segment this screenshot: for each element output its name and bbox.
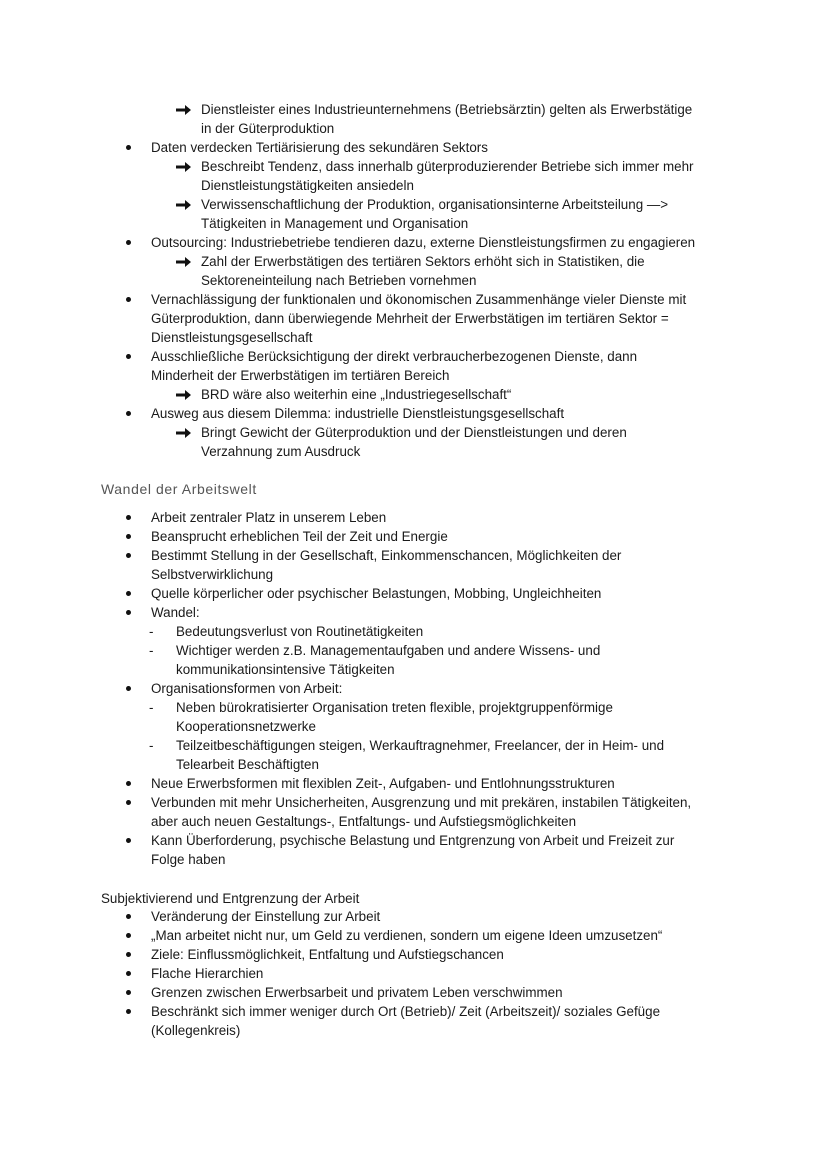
bullet-icon: [126, 297, 131, 302]
list-item-text: Teilzeitbeschäftigungen steigen, Werkauftragnehmer, Freelancer, der in Heim- und: [176, 738, 665, 753]
list-item-text: Arbeit zentraler Platz in unserem Leben: [151, 510, 387, 525]
bullet-icon: [126, 240, 131, 245]
list-item-text: Selbstverwirklichung: [151, 567, 274, 582]
arrow-right-icon: [176, 256, 192, 268]
bullet-icon: [126, 1009, 131, 1014]
bullet-icon: [126, 354, 131, 359]
bullet-icon: [126, 515, 131, 520]
bullet-icon: [126, 610, 131, 615]
section-heading-wandel: Wandel der Arbeitswelt: [101, 481, 257, 497]
list-item-text: Ausweg aus diesem Dilemma: industrielle Dienstleistungsgesellschaft: [151, 406, 565, 421]
list-item-text: Verwissenschaftlichung der Produktion, organisationsinterne Arbeitsteilung —>: [201, 197, 669, 212]
arrow-right-icon: [176, 389, 192, 401]
bullet-icon: [126, 933, 131, 938]
list-item-text: Flache Hierarchien: [151, 966, 264, 981]
section-heading-subjektivierung: Subjektivierend und Entgrenzung der Arbeit: [101, 891, 360, 906]
arrow-right-icon: [176, 199, 192, 211]
list-item-text: (Kollegenkreis): [151, 1023, 241, 1038]
list-item-text: Minderheit der Erwerbstätigen im tertiären Bereich: [151, 368, 450, 383]
bullet-icon: [126, 800, 131, 805]
list-item-text: Beansprucht erheblichen Teil der Zeit und Energie: [151, 529, 448, 544]
bullet-icon: [126, 781, 131, 786]
list-item-text: Dienstleistungstätigkeiten ansiedeln: [201, 178, 414, 193]
dash-marker: -: [149, 738, 154, 753]
list-item-text: Zahl der Erwerbstätigen des tertiären Sektors erhöht sich in Statistiken, die: [201, 254, 645, 269]
list-item-text: Bestimmt Stellung in der Gesellschaft, Einkommenschancen, Möglichkeiten der: [151, 548, 622, 563]
list-item-text: Telearbeit Beschäftigten: [176, 757, 319, 772]
list-item-text: „Man arbeitet nicht nur, um Geld zu verdienen, sondern um eigene Ideen umzusetzen“: [151, 928, 663, 943]
arrow-right-icon: [176, 427, 192, 439]
list-item-text: Sektoreneinteilung nach Betrieben vornehmen: [201, 273, 477, 288]
dash-marker: -: [149, 643, 154, 658]
list-item-text: Verzahnung zum Ausdruck: [201, 444, 361, 459]
bullet-icon: [126, 971, 131, 976]
list-item-text: Ausschließliche Berücksichtigung der direkt verbraucherbezogenen Dienste, dann: [151, 349, 638, 364]
list-item-text: Organisationsformen von Arbeit:: [151, 681, 343, 696]
list-item-text: Kooperationsnetzwerke: [176, 719, 316, 734]
arrow-right-icon: [176, 104, 192, 116]
list-item-text: Tätigkeiten in Management und Organisation: [201, 216, 469, 231]
bullet-icon: [126, 990, 131, 995]
list-item-text: Güterproduktion, dann überwiegende Mehrheit der Erwerbstätigen im tertiären Sektor =: [151, 311, 669, 326]
list-item-text: Verbunden mit mehr Unsicherheiten, Ausgrenzung und mit prekären, instabilen Tätigkeiten,: [151, 795, 692, 810]
bullet-icon: [126, 411, 131, 416]
list-item-text: Beschränkt sich immer weniger durch Ort (Betrieb)/ Zeit (Arbeitszeit)/ soziales Gefüge: [151, 1004, 661, 1019]
list-item-text: Neue Erwerbsformen mit flexiblen Zeit-, Aufgaben- und Entlohnungsstrukturen: [151, 776, 615, 791]
list-item-text: Kann Überforderung, psychische Belastung und Entgrenzung von Arbeit und Freizeit zur: [151, 833, 675, 848]
bullet-icon: [126, 914, 131, 919]
list-item-text: Wandel:: [151, 605, 200, 620]
list-item-text: Dienstleistungsgesellschaft: [151, 330, 313, 345]
dash-marker: -: [149, 700, 154, 715]
bullet-icon: [126, 838, 131, 843]
list-item-text: in der Güterproduktion: [201, 121, 335, 136]
list-item-text: Grenzen zwischen Erwerbsarbeit und privatem Leben verschwimmen: [151, 985, 563, 1000]
list-item-text: Folge haben: [151, 852, 226, 867]
list-item-text: Vernachlässigung der funktionalen und ökonomischen Zusammenhänge vieler Dienste mit: [151, 292, 687, 307]
list-item-text: Quelle körperlicher oder psychischer Belastungen, Mobbing, Ungleichheiten: [151, 586, 602, 601]
list-item-text: Bedeutungsverlust von Routinetätigkeiten: [176, 624, 424, 639]
arrow-right-icon: [176, 161, 192, 173]
list-item-text: Wichtiger werden z.B. Managementaufgaben und andere Wissens- und: [176, 643, 601, 658]
list-item-text: Veränderung der Einstellung zur Arbeit: [151, 909, 381, 924]
list-item-text: Dienstleister eines Industrieunternehmens (Betriebsärztin) gelten als Erwerbstätige: [201, 102, 693, 117]
bullet-icon: [126, 553, 131, 558]
list-item-text: Neben bürokratisierter Organisation treten flexible, projektgruppenförmige: [176, 700, 613, 715]
bullet-icon: [126, 591, 131, 596]
dash-marker: -: [149, 624, 154, 639]
bullet-icon: [126, 952, 131, 957]
list-item-text: kommunikationsintensive Tätigkeiten: [176, 662, 395, 677]
bullet-icon: [126, 145, 131, 150]
list-item-text: BRD wäre also weiterhin eine „Industriegesellschaft“: [201, 387, 512, 402]
list-item-text: Outsourcing: Industriebetriebe tendieren dazu, externe Dienstleistungsfirmen zu engagieren: [151, 235, 696, 250]
list-item-text: Beschreibt Tendenz, dass innerhalb güterproduzierender Betriebe sich immer mehr: [201, 159, 694, 174]
list-item-text: aber auch neuen Gestaltungs-, Entfaltungs- und Aufstiegsmöglichkeiten: [151, 814, 577, 829]
list-item-text: Bringt Gewicht der Güterproduktion und der Dienstleistungen und deren: [201, 425, 627, 440]
bullet-icon: [126, 534, 131, 539]
bullet-icon: [126, 686, 131, 691]
list-item-text: Daten verdecken Tertiärisierung des sekundären Sektors: [151, 140, 488, 155]
list-item-text: Ziele: Einflussmöglichkeit, Entfaltung und Aufstiegschancen: [151, 947, 504, 962]
